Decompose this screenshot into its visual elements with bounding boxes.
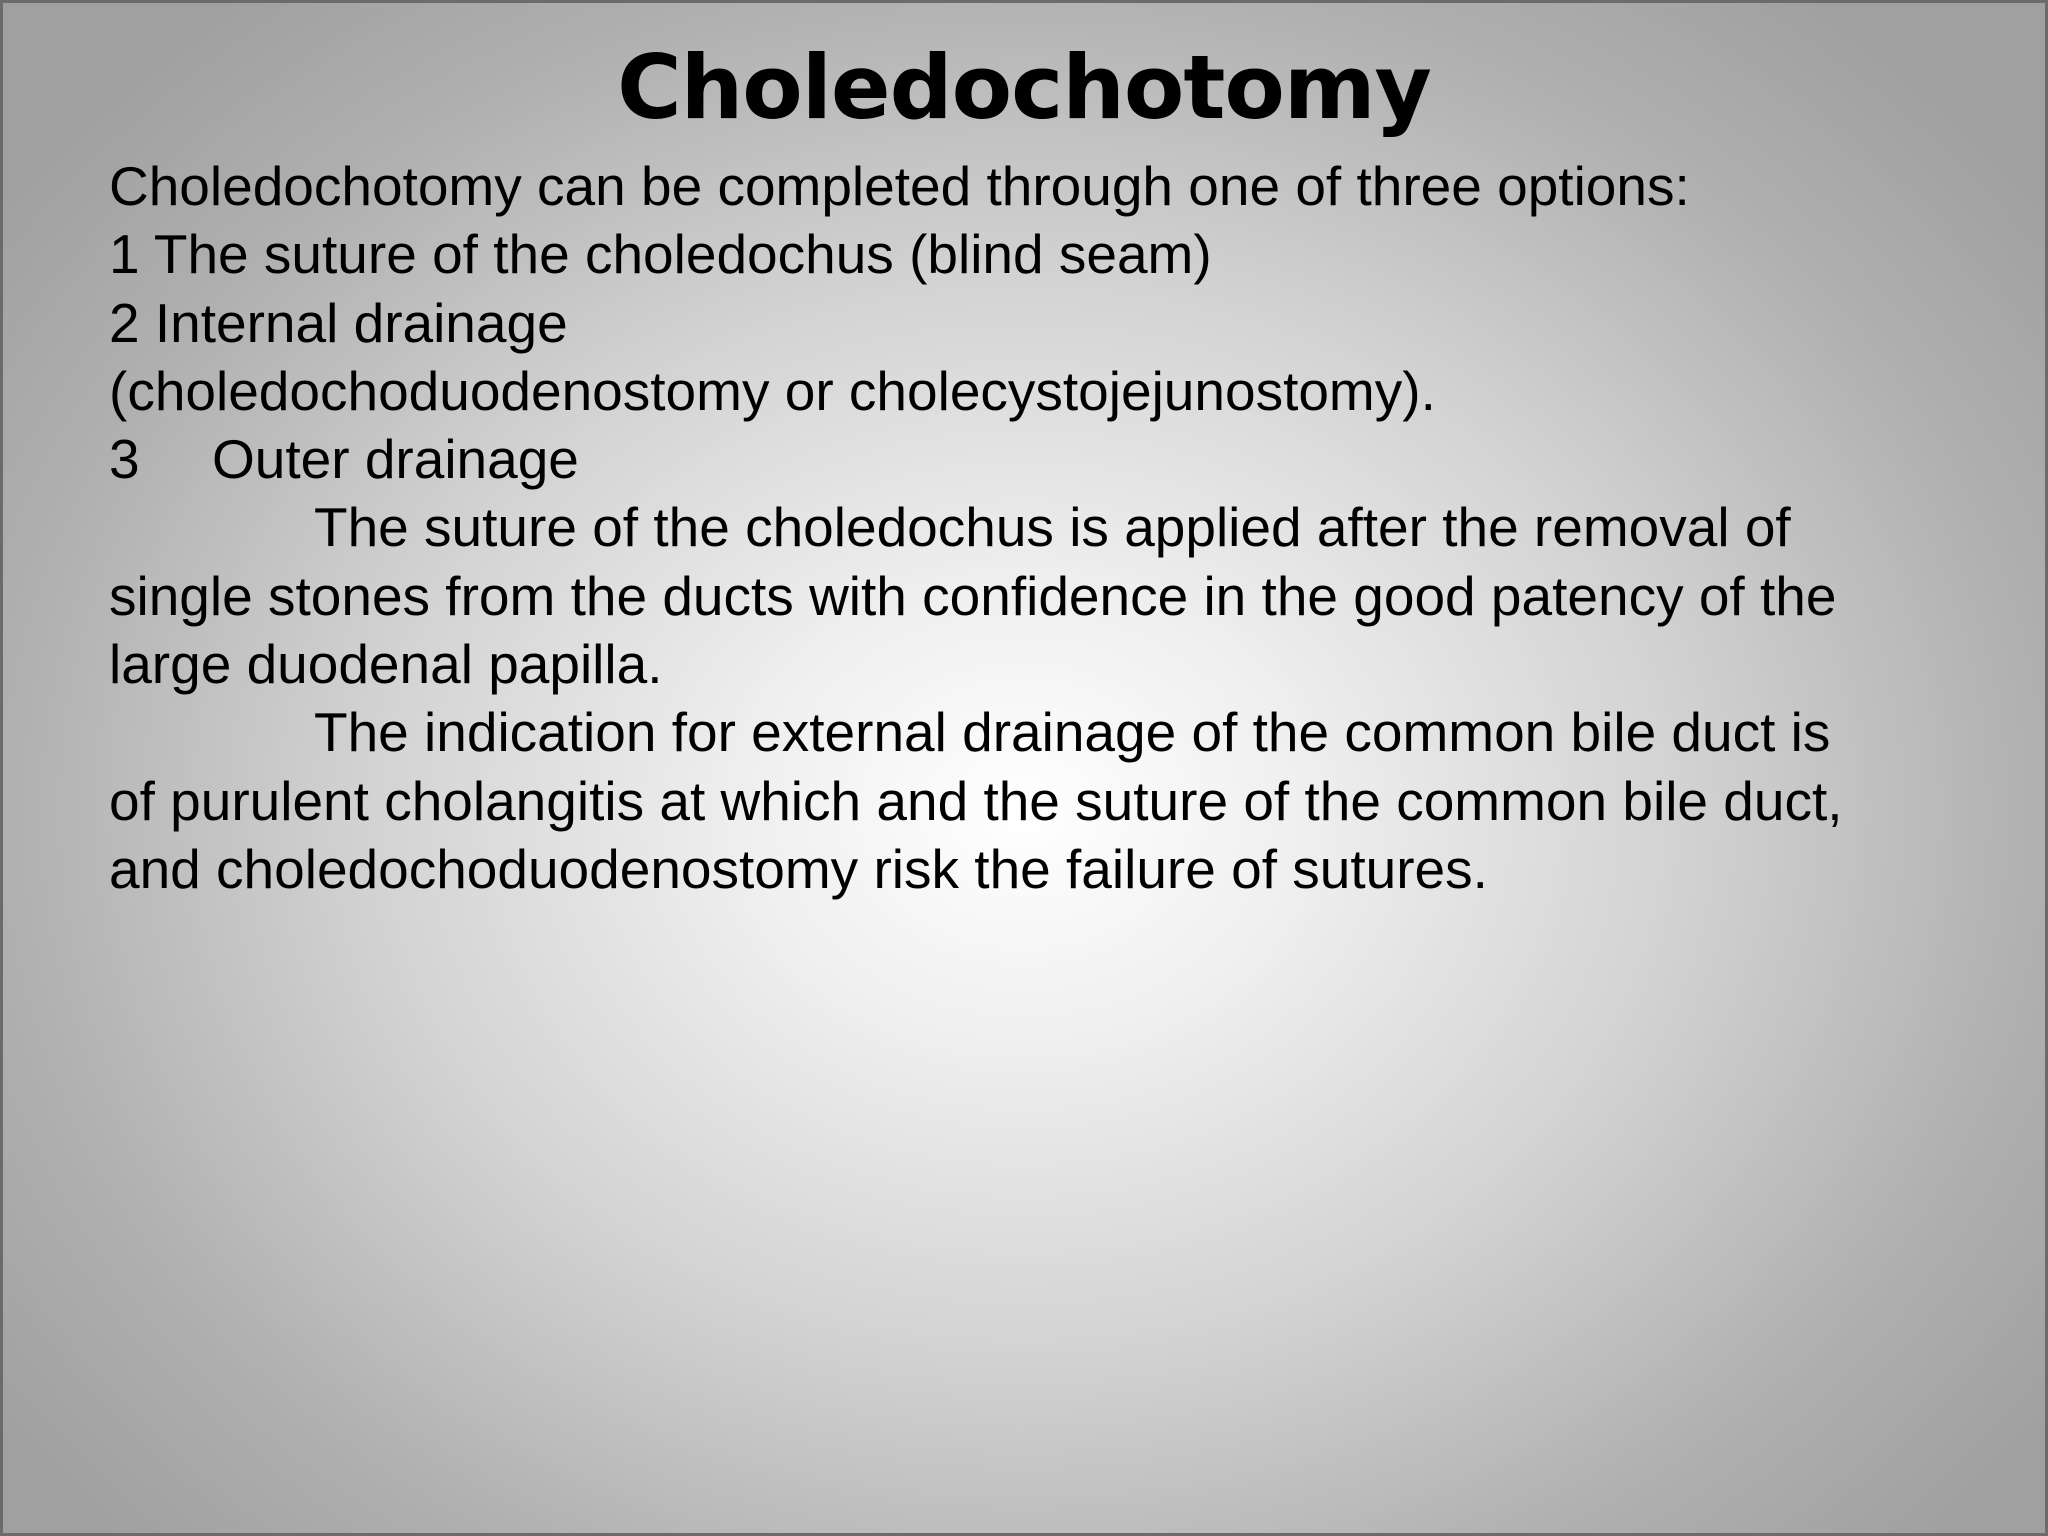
body-line-option-2-detail: (choledochoduodenostomy or cholecystojejunostomy). xyxy=(109,359,1436,422)
paragraph-2-text-1: The indication for external drainage of the common bile duct is xyxy=(314,701,1831,764)
body-line-option-3 xyxy=(109,425,1969,493)
option-3-label: Outer drainage xyxy=(212,428,579,491)
paragraph-1-line-3: large duodenal papilla. xyxy=(109,633,663,696)
slide-title: Choledochotomy xyxy=(617,36,1431,139)
paragraph-1-line-1 xyxy=(109,493,1969,561)
paragraph-2-line-1 xyxy=(109,698,1969,766)
paragraph-2-line-2: of purulent cholangitis at which and the suture of the common bile duct, xyxy=(109,769,1843,832)
body-line-intro: Choledochotomy can be completed through one of three options: xyxy=(109,155,1690,217)
body-line-option-1: 1 The suture of the choledochus (blind seam) xyxy=(109,223,1212,286)
slide-body xyxy=(109,152,1969,903)
paragraph-1-text-1: The suture of the choledochus is applied after the removal of xyxy=(314,496,1791,559)
paragraph-2-line-3: and choledochoduodenostomy risk the failure of sutures. xyxy=(109,837,1488,900)
option-3-number: 3 xyxy=(109,428,140,491)
body-line-option-2: 2 Internal drainage xyxy=(109,291,568,354)
paragraph-1-line-2: single stones from the ducts with confidence in the good patency of the xyxy=(109,564,1837,627)
